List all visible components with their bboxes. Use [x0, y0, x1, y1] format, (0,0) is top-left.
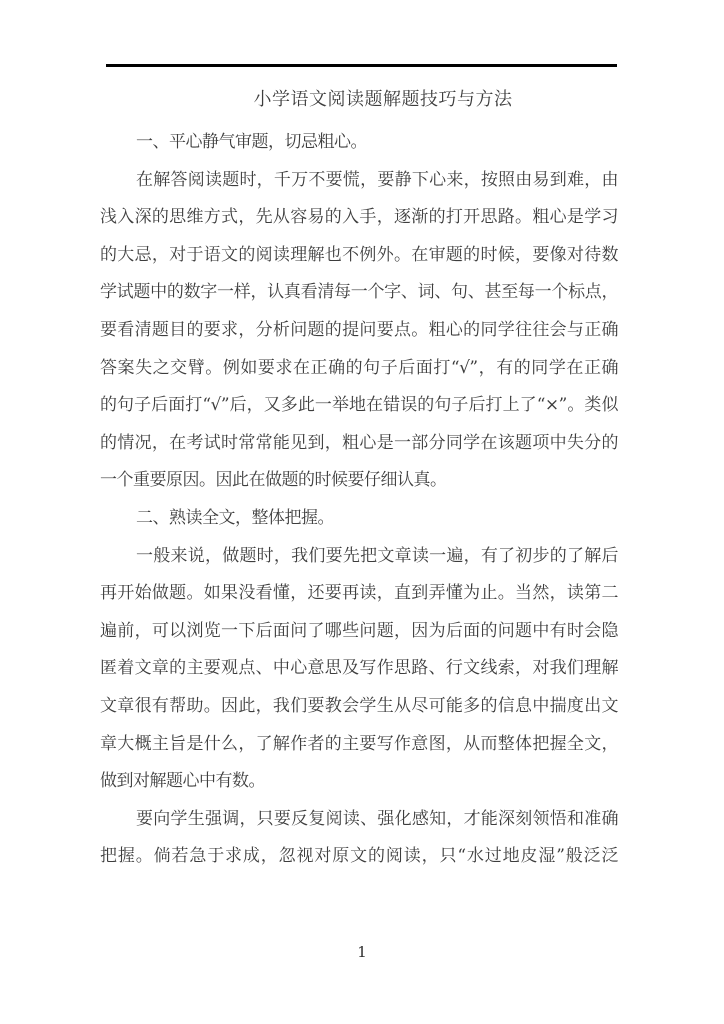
- text-line: 在解答阅读题时，千万不要慌，要静下心来，按照由易到难，由: [136, 169, 618, 190]
- text-line: 匿着文章的主要观点、中心意思及写作思路、行文线索，对我们理解: [100, 658, 618, 679]
- document-body: [100, 124, 618, 876]
- text-line: 章大概主旨是什么，了解作者的主要写作意图，从而整体把握全文，: [100, 733, 618, 754]
- text-line: 遍前，可以浏览一下后面问了哪些问题，因为后面的问题中有时会隐: [100, 620, 618, 641]
- text-line: 的情况，在考试时常常能见到，粗心是一部分同学在该题项中失分的: [100, 432, 618, 453]
- text-line: 再开始做题。如果没看懂，还要再读，直到弄懂为止。当然，读第二: [100, 583, 618, 604]
- text-line: 一个重要原因。因此在做题的时候要仔细认真。: [100, 470, 447, 491]
- text-line: 浅入深的思维方式，先从容易的入手，逐渐的打开思路。粗心是学习: [100, 207, 618, 228]
- text-line: 一般来说，做题时，我们要先把文章读一遍，有了初步的了解后: [136, 545, 618, 566]
- text-line: 要看清题目的要求，分析问题的提问要点。粗心的同学往往会与正确: [100, 319, 618, 340]
- text-line: 文章很有帮助。因此，我们要教会学生从尽可能多的信息中揣度出文: [100, 695, 618, 716]
- text-line: 要向学生强调，只要反复阅读、强化感知，才能深刻领悟和准确: [136, 808, 618, 829]
- text-line: 二、熟读全文，整体把握。: [136, 507, 334, 528]
- text-line: 一、平心静气审题，切忌粗心。: [136, 132, 367, 152]
- text-line: 把握。倘若急于求成，忽视对原文的阅读，只“水过地皮湿”般泛泛: [100, 846, 618, 867]
- text-line: 学试题中的数字一样，认真看清每一个字、词、句、甚至每一个标点，: [100, 282, 618, 303]
- document-content: [100, 81, 618, 876]
- page-number: 1: [357, 943, 367, 961]
- header-rule: [106, 64, 617, 67]
- text-line: 做到对解题心中有数。: [100, 771, 265, 792]
- text-line: 的大忌，对于语文的阅读理解也不例外。在审题的时候，要像对待数: [100, 244, 618, 265]
- text-line: 的句子后面打“√”后，又多此一举地在错误的句子后打上了“×”。类似: [100, 395, 618, 416]
- text-line: 答案失之交臂。例如要求在正确的句子后面打“√”，有的同学在正确: [100, 357, 618, 378]
- document-title: 小学语文阅读题解题技巧与方法: [253, 89, 513, 110]
